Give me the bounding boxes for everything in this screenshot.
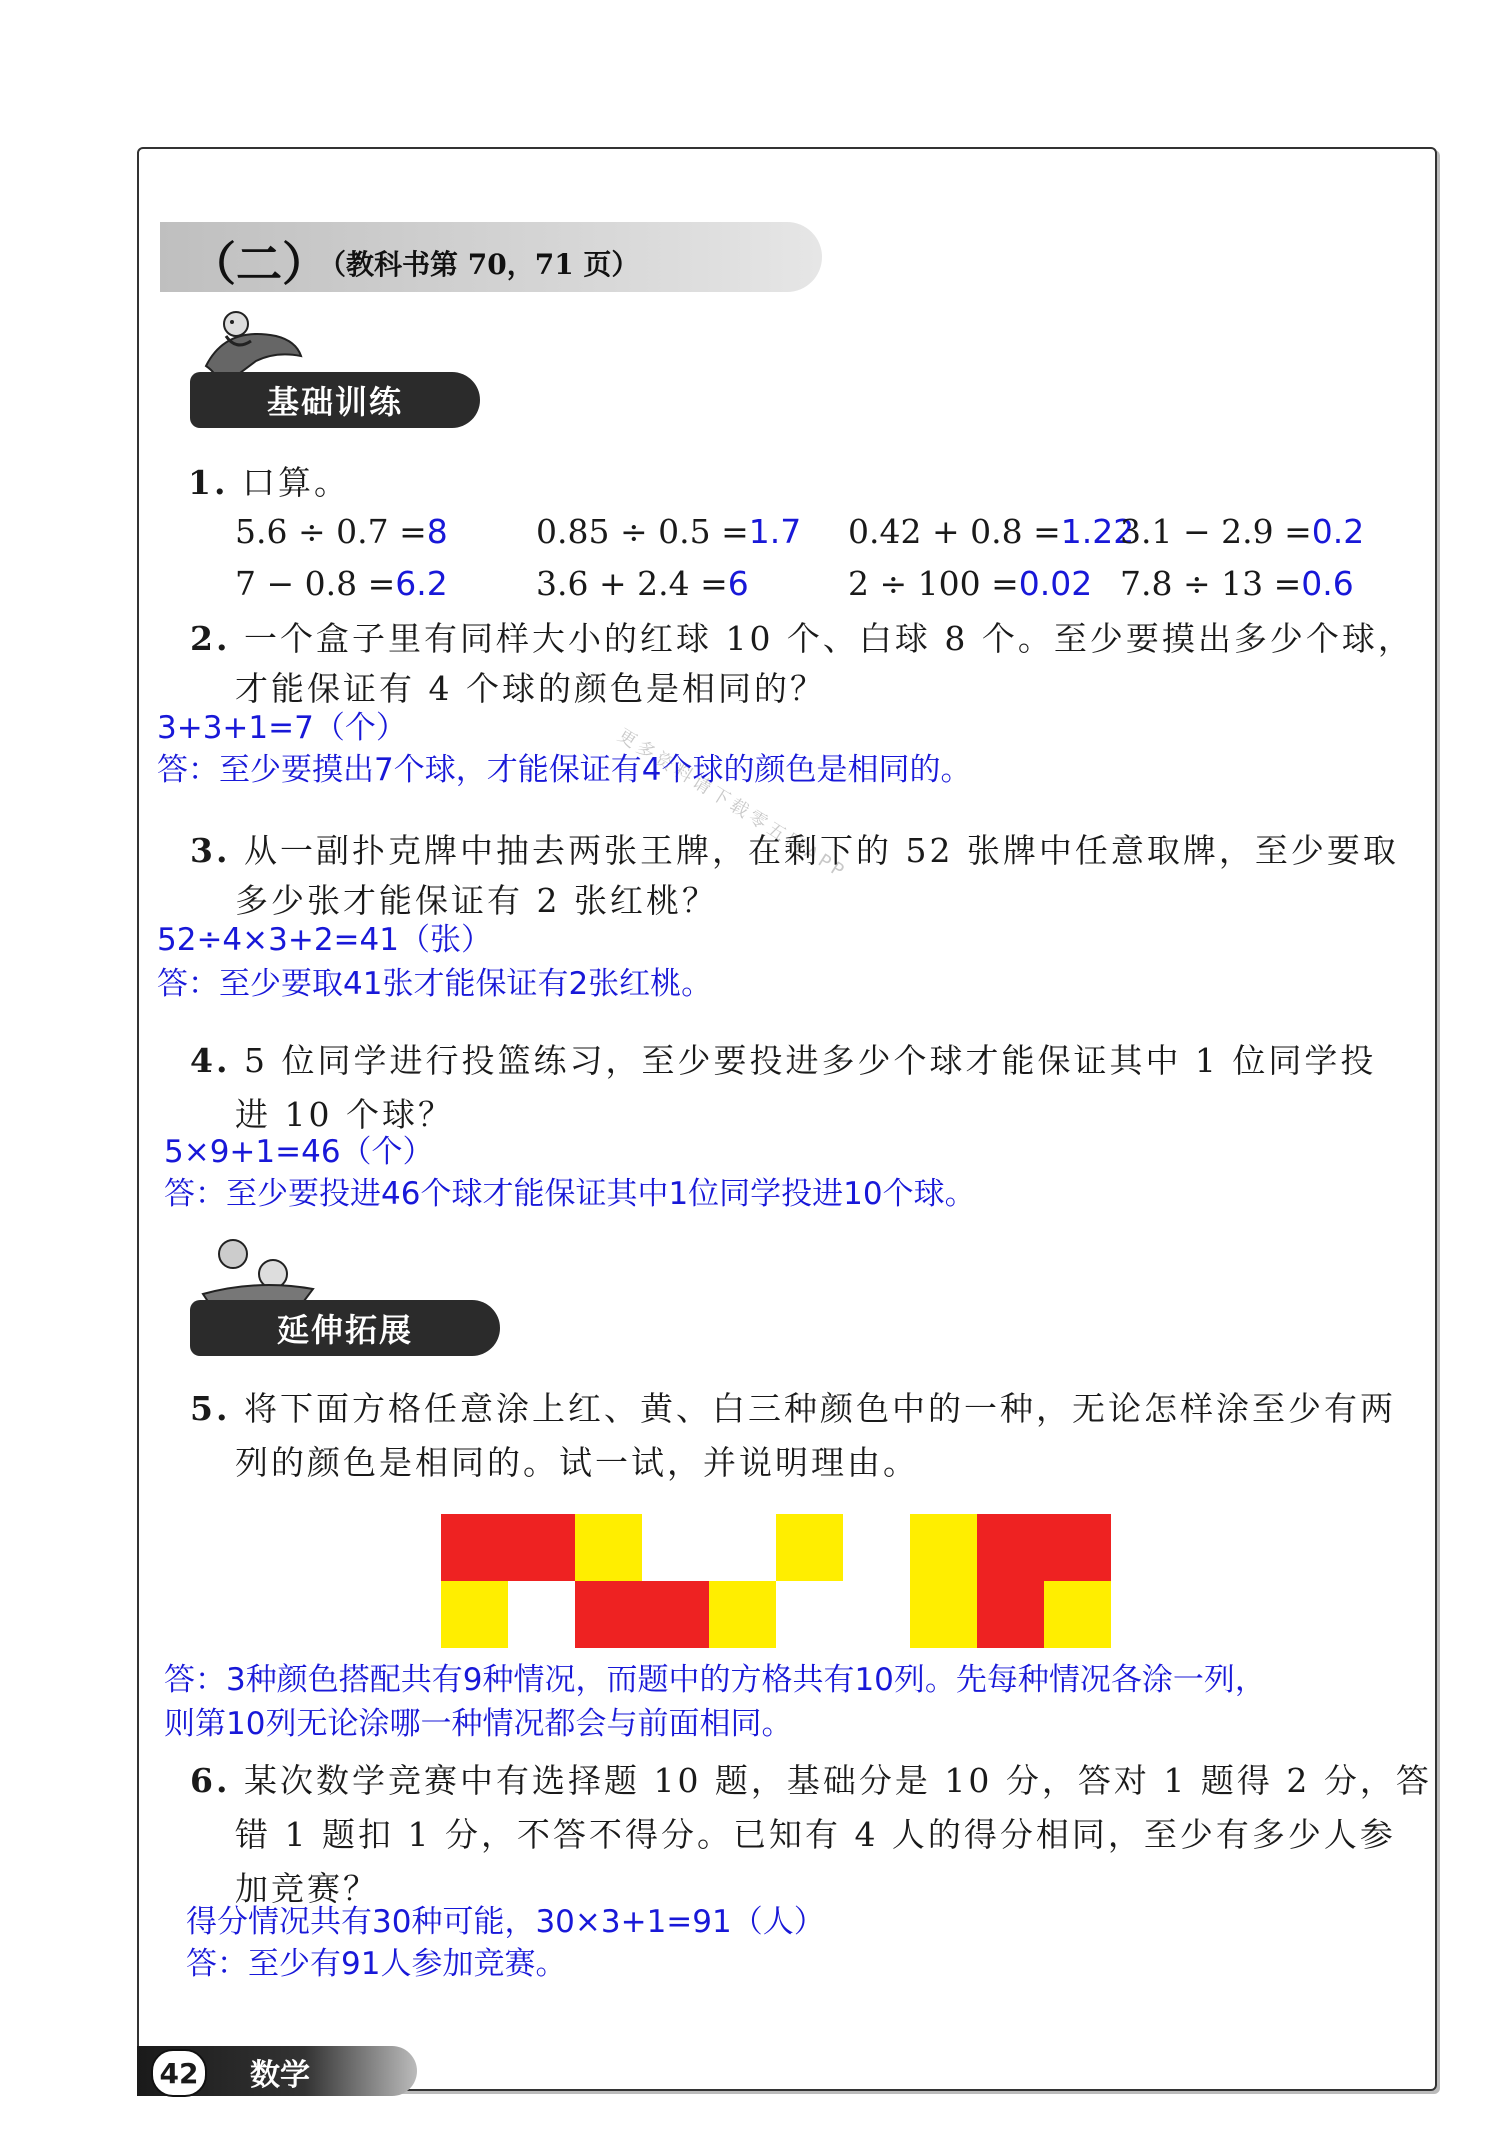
question-line: 进 10 个球？ [235,1095,454,1134]
grid-cell [709,1514,776,1581]
question-line: 5 位同学进行投篮练习，至少要投进多少个球才能保证其中 1 位同学投 [243,1041,1377,1080]
expression: 3.1 − 2.9 = [1120,512,1312,551]
grid-cell [977,1581,1044,1648]
question-3 [190,826,1399,876]
answer-value: 6 [727,564,749,603]
expression: 7.8 ÷ 13 = [1120,564,1302,603]
question-number: 3. [190,831,231,870]
question-number: 6. [190,1761,231,1800]
grid-cell [709,1581,776,1648]
answer-value: 1.7 [748,512,802,551]
mental-math-item [536,512,801,551]
basic-training-badge: 基础训练 [190,372,480,428]
question-line: 一个盒子里有同样大小的红球 10 个、白球 8 个。至少要摸出多少个球， [243,619,1414,658]
calculation: 得分情况共有30种可能，30×3+1=91（人） [186,1904,825,1940]
grid-cell [508,1514,575,1581]
mental-math-item [235,564,448,603]
question-5 [190,1384,1396,1434]
question-number: 5. [190,1389,231,1428]
grid-cell [642,1581,709,1648]
answer-value: 6.2 [395,564,448,603]
question-line: 从一副扑克牌中抽去两张王牌，在剩下的 52 张牌中任意取牌，至少要取 [243,831,1399,870]
grid-cell [910,1514,977,1581]
grid-cell [776,1514,843,1581]
mental-math-item [1120,512,1364,551]
mental-math-item [235,512,448,551]
expression: 0.42 + 0.8 = [848,512,1061,551]
question-line: 列的颜色是相同的。试一试，并说明理由。 [235,1443,919,1482]
expression: 5.6 ÷ 0.7 = [235,512,427,551]
color-grid [441,1514,1113,1648]
expression: 3.6 + 2.4 = [536,564,728,603]
question-number: 1. [188,463,229,502]
question-text: 口算。 [241,463,350,502]
grid-cell [910,1581,977,1648]
question-4 [190,1036,1376,1086]
question-line: 多少张才能保证有 2 张红桃？ [235,881,718,920]
grid-cell [575,1514,642,1581]
answer-text: 则第10列无论涂哪一种情况都会与前面相同。 [164,1706,793,1742]
expression: 2 ÷ 100 = [848,564,1019,603]
grid-cell [642,1514,709,1581]
answer-value: 1.22 [1060,512,1135,551]
calculation: 5×9+1=46（个） [164,1134,434,1170]
question-line: 才能保证有 4 个球的颜色是相同的？ [235,669,826,708]
calculation: 52÷4×3+2=41（张） [157,922,492,958]
grid-cell [843,1581,910,1648]
section-number: （二） [190,237,328,291]
grid-cell [441,1514,508,1581]
answer-value: 0.2 [1311,512,1365,551]
question-line: 将下面方格任意涂上红、黄、白三种颜色中的一种，无论怎样涂至少有两 [243,1389,1396,1428]
question-line: 加竞赛？ [235,1869,379,1908]
grid-cell [977,1514,1044,1581]
mental-math-item [1120,564,1354,603]
grid-cell [441,1581,508,1648]
expression: 7 − 0.8 = [235,564,396,603]
grid-cell [508,1581,575,1648]
mental-math-item [536,564,749,603]
calculation: 3+3+1=7（个） [157,710,407,746]
mental-math-item [848,512,1134,551]
question-1 [188,458,350,508]
question-6 [190,1756,1432,1806]
question-line: 某次数学竞赛中有选择题 10 题，基础分是 10 分，答对 1 题得 2 分，答 [243,1761,1432,1800]
question-number: 4. [190,1041,231,1080]
section-reference: （教科书第 70，71 页） [318,248,640,281]
question-number: 2. [190,619,231,658]
grid-cell [1044,1581,1111,1648]
page-number: 42 [151,2049,207,2097]
answer-value: 0.6 [1301,564,1354,603]
subject-label: 数学 [250,2058,310,2093]
grid-cell [575,1581,642,1648]
answer-value: 8 [426,512,448,551]
expression: 0.85 ÷ 0.5 = [536,512,749,551]
grid-cell [776,1581,843,1648]
answer-text: 答：至少要取41张才能保证有2张红桃。 [157,966,713,1002]
grid-cell [843,1514,910,1581]
answer-text: 答：3种颜色搭配共有9种情况，而题中的方格共有10列。先每种情况各涂一列， [164,1662,1266,1698]
answer-text: 答：至少要摸出7个球，才能保证有4个球的颜色是相同的。 [157,752,972,788]
question-line: 错 1 题扣 1 分，不答不得分。已知有 4 人的得分相同，至少有多少人参 [235,1815,1396,1854]
answer-text: 答：至少有91人参加竞赛。 [186,1946,567,1982]
grid-cell [1044,1514,1111,1581]
mental-math-item [848,564,1092,603]
question-2 [190,614,1414,664]
extension-badge: 延伸拓展 [190,1300,500,1356]
answer-value: 0.02 [1018,564,1093,603]
watermark: 更多资料请下载零五网APP [613,724,851,884]
answer-text: 答：至少要投进46个球才能保证其中1位同学投进10个球。 [164,1176,976,1212]
